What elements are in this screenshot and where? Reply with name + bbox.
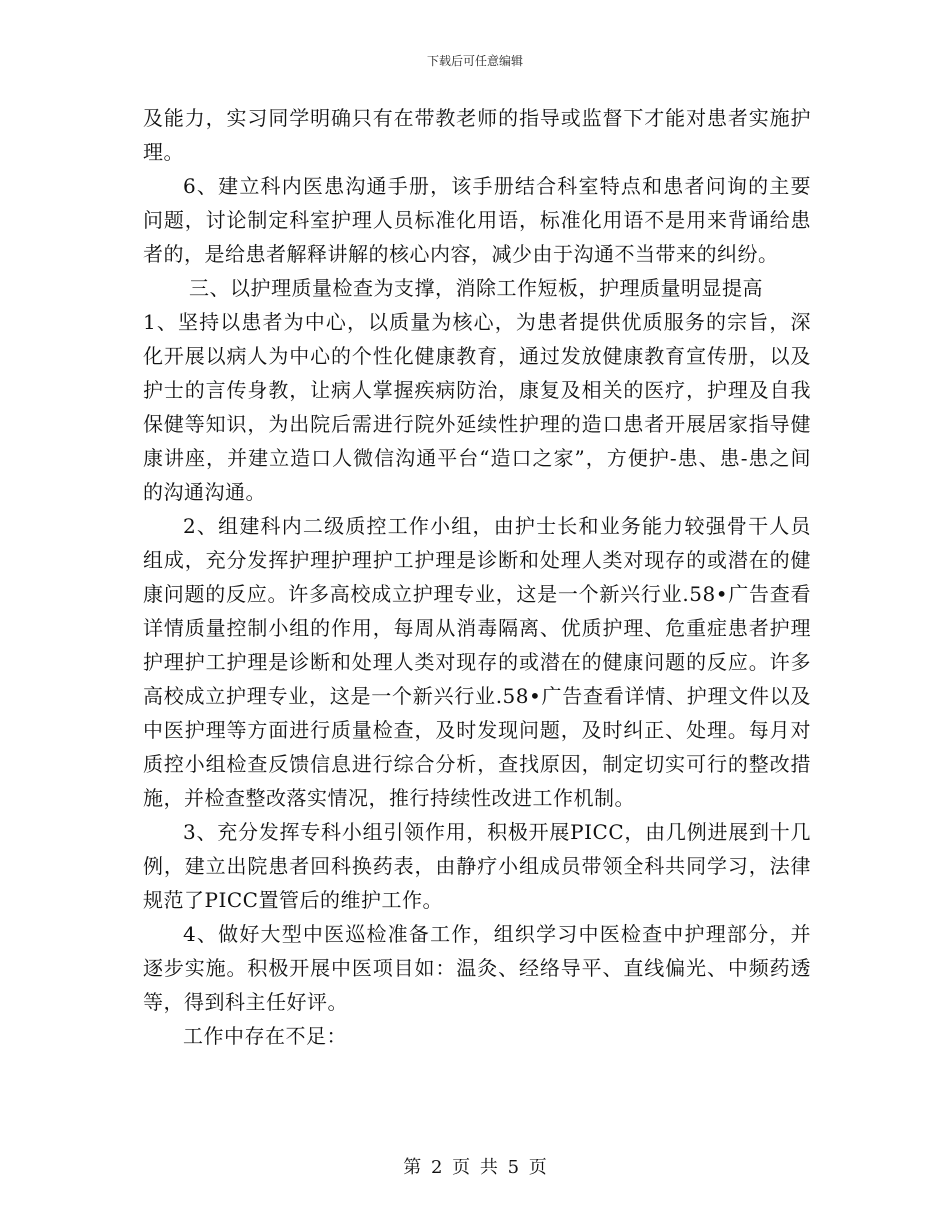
page-header: 下载后可任意编辑 <box>426 54 523 68</box>
paragraph-item-6: 6、建立科内医患沟通手册，该手册结合科室特点和患者问询的主要问题，讨论制定科室护理人员标准化用语，标准化用语不是用来背诵给患者的，是给患者解释讲解的核心内容，减少由于沟通不当带来的纠纷。 <box>143 174 811 266</box>
page-footer: 第 2 页 共 5 页 <box>403 1157 547 1178</box>
paragraph-item-3: 3、充分发挥专科小组引领作用，积极开展PICC，由几例进展到十几例，建立出院患者回科换药表，由静疗小组成员带领全科共同学习，法律规范了PICC置管后的维护工作。 <box>143 820 811 912</box>
paragraph-item-2: 2、组建科内二级质控工作小组，由护士长和业务能力较强骨干人员组成，充分发挥护理护理护工护理是诊断和处理人类对现存的或潜在的健康问题的反应。许多高校成立护理专业，这是一个新兴行业.58•广告查看详情质量控制小组的作用，每周从消毒隔离、优质护理、危重症患者护理护理护工护理是诊断和处理人类对现存的或潜在的健康问题的反应。许多高校成立护理专业，这是一个新兴行业.58•广告查看详情、护理文件以及中医护理等方面进行质量检查，及时发现问题，及时纠正、处理。每月对质控小组检查反馈信息进行综合分析，查找原因，制定切实可行的整改措施，并检查整改落实情况，推行持续性改进工作机制。 <box>143 514 811 810</box>
paragraph-item-1: 1、坚持以患者为中心，以质量为核心，为患者提供优质服务的宗旨，深化开展以病人为中心的个性化健康教育，通过发放健康教育宣传册，以及护士的言传身教，让病人掌握疾病防治，康复及相关的医疗，护理及自我保健等知识，为出院后需进行院外延续性护理的造口患者开展居家指导健康讲座，并建立造口人微信沟通平台“造口之家”，方便护-患、患-患之间的沟通沟通。 <box>143 310 811 504</box>
document-body <box>143 101 811 1053</box>
paragraph-shortcomings: 工作中存在不足： <box>183 1024 347 1048</box>
paragraph-continuation: 及能力，实习同学明确只有在带教老师的指导或监督下才能对患者实施护理。 <box>143 106 811 164</box>
paragraph-item-4: 4、做好大型中医巡检准备工作，组织学习中医检查中护理部分，并逐步实施。积极开展中医项目如：温灸、经络导平、直线偏光、中频药透等，得到科主任好评。 <box>143 922 811 1014</box>
section-heading-3: 三、以护理质量检查为支撑，消除工作短板，护理质量明显提高 <box>189 276 763 300</box>
